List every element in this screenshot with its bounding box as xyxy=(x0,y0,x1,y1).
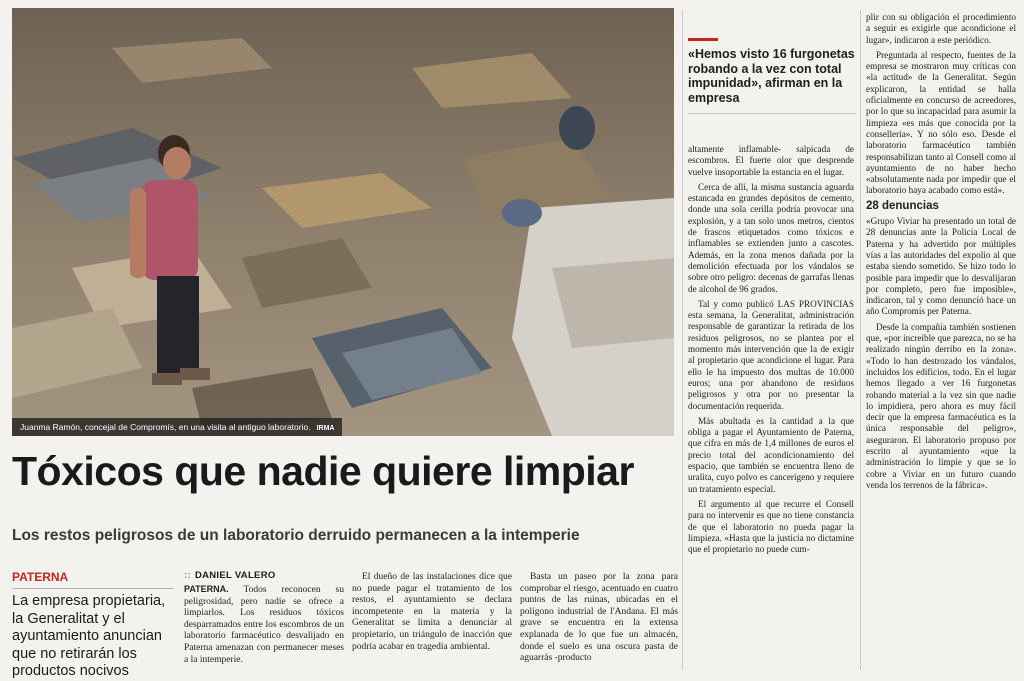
pull-quote-divider xyxy=(688,113,856,114)
column-4-paragraph: Cerca de allí, la misma sustancia aguarda estancada en grandes depósitos de cemento, donde una sola cerilla podría provocar una explosión, y a tan solo unos metros, cientos de frascos etiquetados como tóxicos e inflamables se extienden junto a cascotes. Además, en la zona menos dañada por la demolición efectuada por los vándalos se sobre otro peligro: decenas de garrafas llenas de alcohol de 96 grados. xyxy=(688,181,854,294)
rubble-scene-image xyxy=(12,8,674,436)
pull-quote-text: «Hemos visto 16 furgonetas robando a la vez con total impunidad», afirman en la empresa xyxy=(688,47,855,105)
byline xyxy=(184,570,276,581)
column-5-paragraph: «Grupo Viviar ha presentado un total de 28 denuncias ante la Policía Local de Paterna y ha advertido por múltiples vías a las autoridades del expolio al que estaba siendo sometido. Se hizo todo lo posible para impedir que lo desvalijaran por completo, pero fue imposible», indicaron, tal y como denunció hace un año Compromís per Paterna. xyxy=(866,216,1016,317)
column-1-paragraph xyxy=(184,584,344,666)
photo-credit: IRMA xyxy=(316,425,335,432)
section-label: PATERNA xyxy=(12,570,69,584)
article-column-4 xyxy=(688,144,854,559)
dateline: PATERNA. xyxy=(184,584,229,594)
article-photo xyxy=(12,8,674,436)
summary-text: La empresa propietaria, la Generalitat y el ayuntamiento anuncian que no retirarán los productos nocivos xyxy=(12,593,166,679)
column-4-paragraph: El argumento al que recurre el Consell para no intervenir es que no tiene constancia de que el laboratorio no pueda pagar la limpieza. «Hasta que la justicia no dictamine que el propietario no puede cum- xyxy=(688,498,854,555)
photo-caption-text: Juanma Ramón, concejal de Compromís, en una visita al antiguo laboratorio. xyxy=(20,422,311,432)
column-1-text: Todos reconocen su peligrosidad, pero nadie se ofrece a limpiarlos. Los residuos tóxicos desparramados entre los escombros de un laboratorio farmacéutico desvalijado en Paterna amenazan con permanecer meses a la intemperie. xyxy=(184,585,344,665)
byline-marker: :: xyxy=(184,570,191,581)
column-4-paragraph: altamente inflamable- salpicada de escombros. El fuerte olor que desprende vuelve insoportable la estancia en el lugar. xyxy=(688,144,854,177)
column-5-paragraph: plir con su obligación el procedimiento a seguir es exigirle que acondicione el lugar», indicaron a este periódico. xyxy=(866,12,1016,45)
pull-quote-accent xyxy=(688,38,718,41)
column-4-paragraph: Tal y como publicó LAS PROVINCIAS esta semana, la Generalitat, administración responsable de garantizar la retirada de los residuos peligrosos, no se plantea por el momento más intervención que la de exigir al propietario que acondicione el lugar. Para ello le ha impuesto dos multas de 10.000 euros; una por abandono de residuos peligrosos y otra por no presentar la documentación requerida. xyxy=(688,298,854,411)
photo-caption xyxy=(12,418,342,436)
article-column-5 xyxy=(866,12,1016,495)
article-column-2 xyxy=(352,572,512,657)
article-column-3 xyxy=(520,572,678,669)
column-5-paragraph: Desde la compañía también sostienen que, «por increíble que parezca, no se ha realizado ningún derribo en la zona». «Todo lo han destrozado los vándalos, incluidos los edificios, todo. En el lugar hemos llegado a ver 16 furgonetas robando material a la vez sin que nadie lo impidiera, pero ahora es muy fácil decir que la empresa farmacéutica es la única responsable del peligro», aseguraron. El laboratorio propuso por escrito al ayuntamiento «que la administración lo limpie y que se lo cobre a Viviar en un futuro cuando venda los terrenos de la fábrica». xyxy=(866,321,1016,490)
pull-quote xyxy=(688,38,856,114)
section-divider xyxy=(12,588,174,589)
column-5-paragraph: Preguntada al respecto, fuentes de la empresa se mostraron muy críticas con «la actitud» de la Generalitat. Según explicaron, la entidad se halla oficialmente en concurso de acreedores, por lo que su incapacidad para asumir la limpieza «es más que conocida por la conselleria». Y no sólo eso. Desde el laboratorio farmacéutico también responsabilizan tanto al Consell como al ayuntamiento de no haber hecho «absolutamente nada por impedir que el laboratorio haya acabado como está». xyxy=(866,49,1016,196)
subheadline: Los restos peligrosos de un laboratorio derruido permanecen a la intemperie xyxy=(12,527,580,544)
headline: Tóxicos que nadie quiere limpiar xyxy=(12,448,634,494)
column-3-paragraph: Basta un paseo por la zona para comprobar el riesgo, acentuado en cuatro puntos de las ruinas, ubicadas en el polígono industrial de l'Andana. El más grave se encuentra en la extensa explanada de lo que fue un almacén, donde el suelo es una oscura pasta de aguarrás -producto xyxy=(520,572,678,664)
column-divider xyxy=(860,10,861,670)
column-divider xyxy=(682,10,683,670)
column-4-paragraph: Más abultada es la cantidad a la que obliga a pagar el Ayuntamiento de Paterna, que cifra en más de 1,4 millones de euros el precio total del acondicionamiento del espacio, que también se encuentra lleno de uralita, cuyo polvo es cancerígeno y requiere un tratamiento especial. xyxy=(688,415,854,494)
article-column-1 xyxy=(184,584,344,670)
byline-author: DANIEL VALERO xyxy=(194,570,276,581)
column-2-paragraph: El dueño de las instalaciones dice que no puede pagar el tratamiento de los restos, el ayuntamiento se declara incompetente en la materia y la Generalitat se limita a denunciar al propietario, un triángulo de inacción que podría acabar en tragedia ambiental. xyxy=(352,572,512,652)
subsection-heading: 28 denuncias xyxy=(866,199,939,212)
